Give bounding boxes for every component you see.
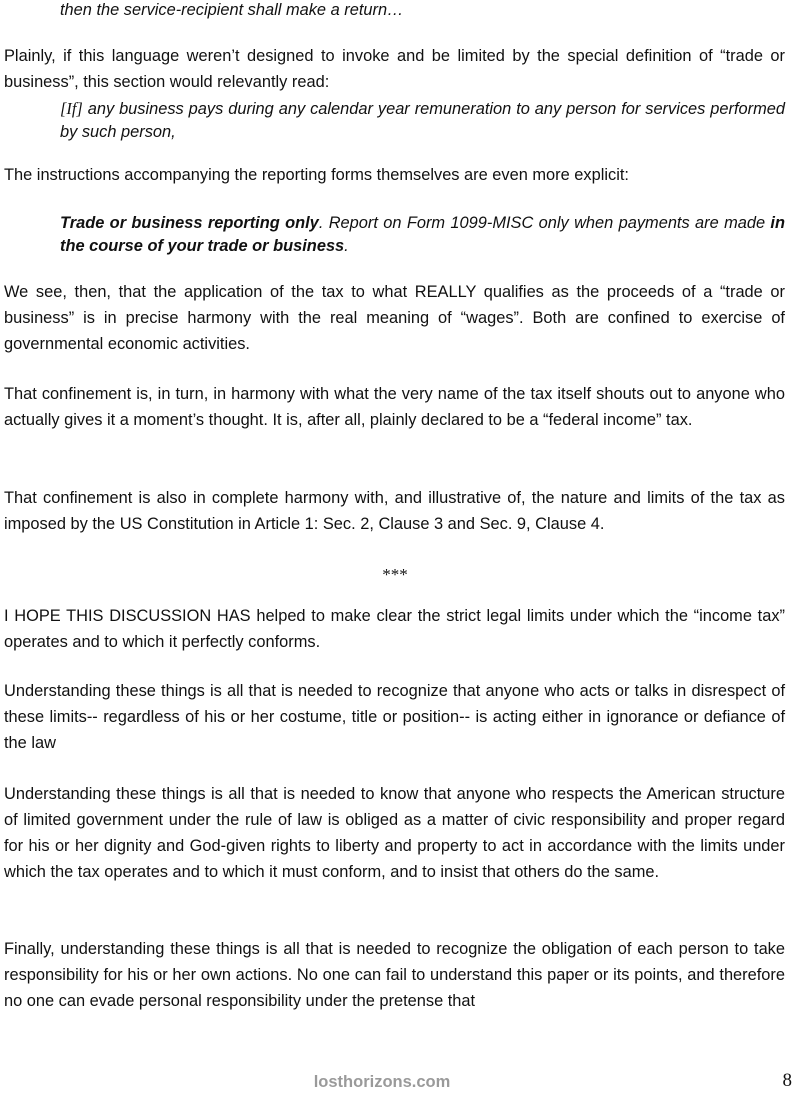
paragraph-understanding-recognize: Understanding these things is all that is needed to recognize that anyone who acts or talks in disrespect of these limits-- regardless of his or her costume, title or position-- is acting either in ignorance or defiance of the law [4, 682, 785, 752]
quote-bold-course-of-business: in the course of your trade or business [60, 214, 785, 255]
footer-website: losthorizons.com [313, 1073, 451, 1091]
paragraph-understanding-know: Understanding these things is all that is needed to know that anyone who respects the American structure of limited government under the rule of law is obliged as a matter of civic responsibility and proper regard for his or her dignity and God-given rights to liberty and property to act in accordance with the limits under which the tax operates and to which it must conform, and to insist that others do the same. [4, 785, 785, 881]
quote-hypothetical-section [60, 97, 785, 144]
paragraph-we-see: We see, then, that the application of the tax to what REALLY qualifies as the proceeds of a “trade or business” is in precise harmony with the real meaning of “wages”. Both are confined to exercise of governmental economic activities. [4, 283, 785, 353]
quote-instructions-text: . Report on Form 1099-MISC only when payments are made [318, 214, 771, 232]
paragraph-finally: Finally, understanding these things is all that is needed to recognize the obligation of each person to take responsibility for his or her own actions. No one can fail to understand this paper or its points, and therefore no one can evade personal responsibility under the pretense that [4, 940, 785, 1010]
quote-form-instructions [60, 212, 785, 258]
page-number: 8 [782, 1070, 792, 1091]
quote-bracket-if: [If] [60, 99, 83, 118]
section-separator: *** [382, 565, 408, 584]
quote-service-recipient: then the service-recipient shall make a return… [60, 1, 404, 19]
quote-instructions-end: . [344, 237, 349, 255]
quote-hypothetical-text: any business pays during any calendar year remuneration to any person for services performed by such person, [60, 100, 785, 141]
quote-bold-trade-reporting: Trade or business reporting only [60, 214, 319, 232]
paragraph-discussion-conclusion: I HOPE THIS DISCUSSION HAS helped to make clear the strict legal limits under which the “income tax” operates and to which it perfectly conforms. [4, 607, 785, 651]
paragraph-confinement-constitution: That confinement is also in complete harmony with, and illustrative of, the nature and limits of the tax as imposed by the US Constitution in Article 1: Sec. 2, Clause 3 and Sec. 9, Clause 4. [4, 489, 785, 533]
paragraph-confinement-harmony: That confinement is, in turn, in harmony with what the very name of the tax itself shouts out to anyone who actually gives it a moment’s thought. It is, after all, plainly declared to be a “federal income” tax. [4, 385, 785, 429]
paragraph-instructions: The instructions accompanying the reporting forms themselves are even more explicit: [4, 166, 629, 184]
paragraph-plainly: Plainly, if this language weren’t designed to invoke and be limited by the special definition of “trade or business”, this section would relevantly read: [4, 47, 785, 91]
